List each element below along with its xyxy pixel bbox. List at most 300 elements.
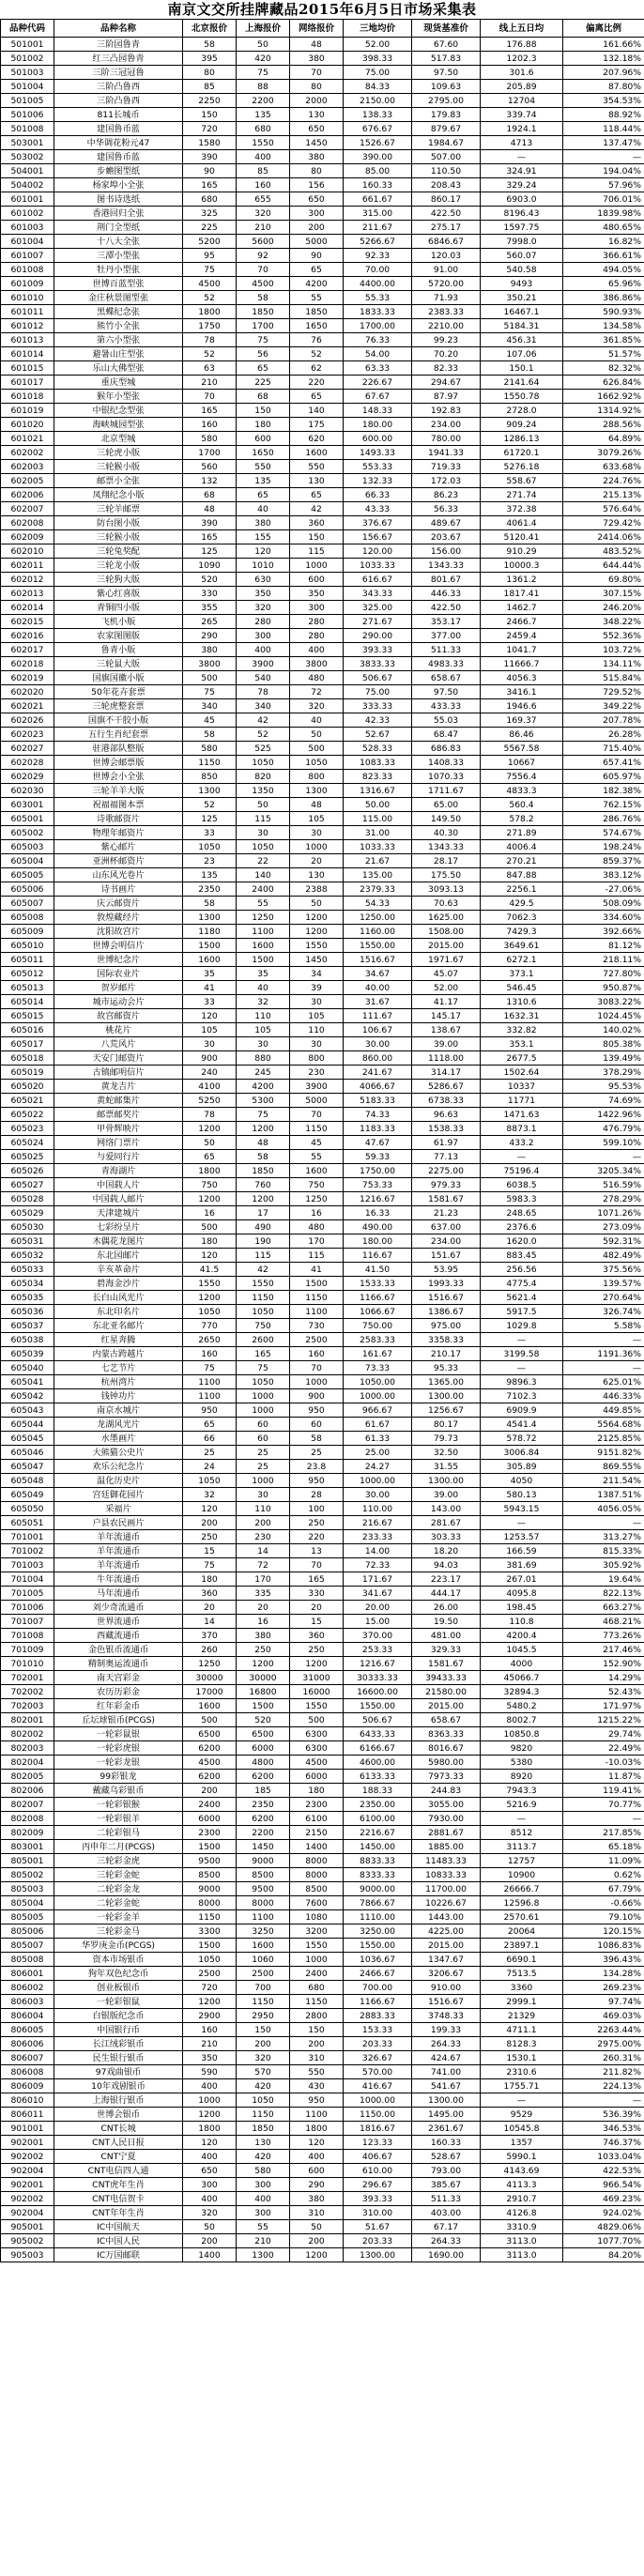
online-price: 730 <box>290 1319 344 1333</box>
beijing-price: 395 <box>183 52 237 66</box>
online-price: 380 <box>290 52 344 66</box>
beijing-price: 5200 <box>183 235 237 249</box>
item-name: 一轮彩银鼠 <box>54 1995 183 2009</box>
beijing-price: 80 <box>183 66 237 80</box>
five-day-avg: 21329 <box>481 2009 563 2023</box>
online-price: 115 <box>290 1249 344 1263</box>
deviation-ratio: 134.58% <box>563 319 644 333</box>
item-name: 北京型城 <box>54 432 183 446</box>
online-price: 300 <box>290 207 344 221</box>
deviation-ratio: 762.15% <box>563 798 644 812</box>
table-row <box>1 2234 644 2248</box>
shanghai-price: 65 <box>237 488 290 502</box>
item-code: 802001 <box>1 1713 54 1727</box>
avg-price: 61.67 <box>344 1418 412 1432</box>
table-row <box>1 1924 644 1939</box>
base-price: 71.93 <box>412 291 481 305</box>
online-price: 620 <box>290 432 344 446</box>
item-name: 国旗国徽小版 <box>54 671 183 685</box>
item-code: 601011 <box>1 305 54 319</box>
online-price: 380 <box>290 150 344 164</box>
avg-price: 47.67 <box>344 1136 412 1150</box>
beijing-price: 1200 <box>183 1995 237 2009</box>
five-day-avg: 4775.4 <box>481 1277 563 1291</box>
base-price: 541.67 <box>412 2079 481 2093</box>
base-price: 151.67 <box>412 1249 481 1263</box>
item-code: 701007 <box>1 1615 54 1629</box>
item-code: 601008 <box>1 263 54 277</box>
item-name: 重庆型城 <box>54 376 183 390</box>
shanghai-price: 60 <box>237 1432 290 1446</box>
shanghai-price: 6000 <box>237 1741 290 1756</box>
base-price: 1711.67 <box>412 784 481 798</box>
five-day-avg: 5184.31 <box>481 319 563 333</box>
shanghai-price: 5300 <box>237 1094 290 1108</box>
item-name: 三轮猴小版 <box>54 530 183 544</box>
table-row <box>1 812 644 826</box>
five-day-avg: 12757 <box>481 1854 563 1868</box>
beijing-price: 2250 <box>183 94 237 108</box>
online-price: 230 <box>290 1066 344 1080</box>
five-day-avg: 4006.4 <box>481 840 563 854</box>
online-price: 100 <box>290 1502 344 1516</box>
shanghai-price: 1000 <box>237 1403 290 1418</box>
online-price: 3200 <box>290 1924 344 1939</box>
online-price: 2500 <box>290 1333 344 1347</box>
item-name: 羊年流通币 <box>54 1530 183 1544</box>
online-price: 1450 <box>290 953 344 967</box>
avg-price: 54.00 <box>344 347 412 361</box>
avg-price: 21.67 <box>344 854 412 868</box>
base-price: 67.60 <box>412 38 481 52</box>
online-price: 1500 <box>290 1277 344 1291</box>
avg-price: 753.33 <box>344 1178 412 1192</box>
deviation-ratio: 366.61% <box>563 249 644 263</box>
table-row <box>1 1516 644 1530</box>
table-row <box>1 1347 644 1361</box>
base-price: 2275.00 <box>412 1164 481 1178</box>
beijing-price: 132 <box>183 474 237 488</box>
item-name: 三轮羊邮票 <box>54 502 183 516</box>
online-price: 72 <box>290 685 344 699</box>
base-price: 1300.00 <box>412 1389 481 1403</box>
base-price: 1408.33 <box>412 756 481 770</box>
item-name: 防台图小版 <box>54 516 183 530</box>
table-row <box>1 2206 644 2220</box>
deviation-ratio: 625.01% <box>563 1375 644 1389</box>
avg-price: 106.67 <box>344 1023 412 1037</box>
table-row <box>1 1234 644 1249</box>
shanghai-price: 2200 <box>237 1826 290 1840</box>
five-day-avg: 456.31 <box>481 333 563 347</box>
beijing-price: 41.5 <box>183 1263 237 1277</box>
item-code: 701005 <box>1 1587 54 1601</box>
deviation-ratio: 605.97% <box>563 770 644 784</box>
item-code: 602017 <box>1 643 54 657</box>
item-name: 三潭小型张 <box>54 249 183 263</box>
five-day-avg: 5917.5 <box>481 1305 563 1319</box>
online-price: 6000 <box>290 1770 344 1784</box>
item-code: 605027 <box>1 1178 54 1192</box>
deviation-ratio: 270.64% <box>563 1291 644 1305</box>
avg-price: 30333.33 <box>344 1671 412 1685</box>
table-row <box>1 1164 644 1178</box>
five-day-avg: 540.58 <box>481 263 563 277</box>
five-day-avg: 2376.6 <box>481 1220 563 1234</box>
deviation-ratio: — <box>563 1361 644 1375</box>
shanghai-price: 1150 <box>237 1995 290 2009</box>
base-price: 385.67 <box>412 2178 481 2192</box>
column-code-header: 品种代码 <box>1 20 54 38</box>
avg-price: 1533.33 <box>344 1277 412 1291</box>
five-day-avg: 5380 <box>481 1756 563 1770</box>
item-name: CNT电信四人通 <box>54 2164 183 2178</box>
online-price: 1250 <box>290 1192 344 1206</box>
item-code: 605001 <box>1 812 54 826</box>
table-row <box>1 488 644 502</box>
five-day-avg: 1755.71 <box>481 2079 563 2093</box>
table-row <box>1 840 644 854</box>
item-name: 三阶凸鲁西 <box>54 94 183 108</box>
item-code: 605014 <box>1 995 54 1009</box>
beijing-price: 240 <box>183 1066 237 1080</box>
item-code: 602016 <box>1 629 54 643</box>
item-name: 三轮彩金蛇 <box>54 1868 183 1882</box>
shanghai-price: 300 <box>237 629 290 643</box>
base-price: 1581.67 <box>412 1192 481 1206</box>
item-name: 黄龙吉片 <box>54 1080 183 1094</box>
shanghai-price: 1050 <box>237 1375 290 1389</box>
beijing-price: 355 <box>183 601 237 615</box>
beijing-price: 165 <box>183 404 237 418</box>
beijing-price: 680 <box>183 192 237 207</box>
beijing-price: 325 <box>183 207 237 221</box>
item-name: 中银纪念型张 <box>54 404 183 418</box>
item-name: 避暑山庄型张 <box>54 347 183 361</box>
deviation-ratio: 84.20% <box>563 2248 644 2262</box>
five-day-avg: 332.82 <box>481 1023 563 1037</box>
deviation-ratio: 574.67% <box>563 826 644 840</box>
shanghai-price: 1250 <box>237 911 290 925</box>
five-day-avg: 353.1 <box>481 1037 563 1051</box>
table-row <box>1 2192 644 2206</box>
base-price: 39.00 <box>412 1037 481 1051</box>
online-price: 6300 <box>290 1741 344 1756</box>
online-price: 220 <box>290 376 344 390</box>
shanghai-price: 1350 <box>237 784 290 798</box>
avg-price: 30.00 <box>344 1037 412 1051</box>
shanghai-price: 120 <box>237 544 290 559</box>
shanghai-price: 55 <box>237 897 290 911</box>
deviation-ratio: 590.93% <box>563 305 644 319</box>
five-day-avg: 2570.61 <box>481 1910 563 1924</box>
deviation-ratio: 773.26% <box>563 1629 644 1643</box>
base-price: 7930.00 <box>412 1812 481 1826</box>
beijing-price: 1200 <box>183 1122 237 1136</box>
five-day-avg: 3360 <box>481 1981 563 1995</box>
shanghai-price: 40 <box>237 981 290 995</box>
base-price: 281.67 <box>412 1516 481 1530</box>
beijing-price: 1400 <box>183 2248 237 2262</box>
item-name: 红星奔腾 <box>54 1333 183 1347</box>
deviation-ratio: 644.44% <box>563 559 644 573</box>
table-row <box>1 516 644 530</box>
base-price: 1347.67 <box>412 1953 481 1967</box>
online-price: 15 <box>290 1615 344 1629</box>
table-row <box>1 1037 644 1051</box>
five-day-avg: 7102.3 <box>481 1389 563 1403</box>
item-code: 602019 <box>1 671 54 685</box>
shanghai-price: 165 <box>237 1347 290 1361</box>
avg-price: 490.00 <box>344 1220 412 1234</box>
item-code: 605017 <box>1 1037 54 1051</box>
beijing-price: 78 <box>183 1108 237 1122</box>
item-code: 501006 <box>1 108 54 122</box>
item-code: 503002 <box>1 150 54 164</box>
column-name-header: 品种名称 <box>54 20 183 38</box>
item-name: 二轮彩金龙 <box>54 1882 183 1896</box>
online-price: 1300 <box>290 784 344 798</box>
beijing-price: 65 <box>183 1418 237 1432</box>
beijing-price: 1300 <box>183 784 237 798</box>
base-price: 1516.67 <box>412 1291 481 1305</box>
table-row <box>1 939 644 953</box>
item-name: 世博会小全张 <box>54 770 183 784</box>
base-price: 3748.33 <box>412 2009 481 2023</box>
five-day-avg: 61720.1 <box>481 446 563 460</box>
avg-price: 1300.00 <box>344 2248 412 2262</box>
base-price: 26.00 <box>412 1601 481 1615</box>
avg-price: 253.33 <box>344 1643 412 1657</box>
item-code: 902001 <box>1 2136 54 2150</box>
item-name: 海峡城园型张 <box>54 418 183 432</box>
online-price: 1000 <box>290 1953 344 1967</box>
online-price: 48 <box>290 798 344 812</box>
beijing-price: 1150 <box>183 1910 237 1924</box>
online-price: 360 <box>290 1629 344 1643</box>
beijing-price: 290 <box>183 629 237 643</box>
five-day-avg: 1361.2 <box>481 573 563 587</box>
beijing-price: 500 <box>183 671 237 685</box>
item-name: 故宫邮资片 <box>54 1009 183 1023</box>
base-price: 511.33 <box>412 643 481 657</box>
avg-price: 4066.67 <box>344 1080 412 1094</box>
base-price: 77.13 <box>412 1150 481 1164</box>
item-code: 905003 <box>1 2248 54 2262</box>
five-day-avg: 198.45 <box>481 1601 563 1615</box>
item-code: 806005 <box>1 2023 54 2037</box>
five-day-avg: 166.59 <box>481 1544 563 1558</box>
item-code: 602020 <box>1 685 54 699</box>
base-price: 67.17 <box>412 2220 481 2234</box>
five-day-avg: 4056.3 <box>481 671 563 685</box>
shanghai-price: 32 <box>237 995 290 1009</box>
item-code: 605020 <box>1 1080 54 1094</box>
avg-price: 570.00 <box>344 2065 412 2079</box>
deviation-ratio: 1086.83% <box>563 1939 644 1953</box>
shanghai-price: 42 <box>237 1263 290 1277</box>
beijing-price: 500 <box>183 1713 237 1727</box>
item-name: 乐山大佛型张 <box>54 361 183 376</box>
item-name: 华罗庚金币(PCGS) <box>54 1939 183 1953</box>
avg-price: 966.67 <box>344 1403 412 1418</box>
shanghai-price: 880 <box>237 1051 290 1066</box>
shanghai-price: 1850 <box>237 305 290 319</box>
base-price: 1993.33 <box>412 1277 481 1291</box>
deviation-ratio: 22.49% <box>563 1741 644 1756</box>
five-day-avg: 12596.8 <box>481 1896 563 1910</box>
beijing-price: 20 <box>183 1601 237 1615</box>
deviation-ratio: 194.04% <box>563 164 644 178</box>
table-row <box>1 1249 644 1263</box>
table-row <box>1 319 644 333</box>
shanghai-price: 2600 <box>237 1333 290 1347</box>
item-name: 七彩纷呈片 <box>54 1220 183 1234</box>
shanghai-price: 4800 <box>237 1756 290 1770</box>
five-day-avg: 4050 <box>481 1474 563 1488</box>
shanghai-price: 320 <box>237 2051 290 2065</box>
table-body <box>1 38 644 2262</box>
online-price: 250 <box>290 1643 344 1657</box>
shanghai-price: 150 <box>237 404 290 418</box>
online-price: 120 <box>290 2136 344 2150</box>
deviation-ratio: 1077.70% <box>563 2234 644 2248</box>
shanghai-price: 2500 <box>237 1967 290 1981</box>
five-day-avg: 150.1 <box>481 361 563 376</box>
item-name: 采福片 <box>54 1502 183 1516</box>
item-name: 一轮彩龙银 <box>54 1756 183 1770</box>
table-row <box>1 1333 644 1347</box>
five-day-avg: 5621.4 <box>481 1291 563 1305</box>
shanghai-price: 30 <box>237 826 290 840</box>
table-row <box>1 1601 644 1615</box>
beijing-price: 41 <box>183 981 237 995</box>
five-day-avg: 1041.7 <box>481 643 563 657</box>
item-code: 902004 <box>1 2206 54 2220</box>
item-code: 806003 <box>1 1995 54 2009</box>
deviation-ratio: 354.53% <box>563 94 644 108</box>
table-row <box>1 1023 644 1037</box>
avg-price: 700.00 <box>344 1981 412 1995</box>
table-row <box>1 2108 644 2122</box>
deviation-ratio: — <box>563 150 644 164</box>
item-code: 902004 <box>1 2164 54 2178</box>
base-price: 1300.00 <box>412 1474 481 1488</box>
avg-price: 393.33 <box>344 643 412 657</box>
item-name: 一轮彩银猴 <box>54 1798 183 1812</box>
base-price: 1070.33 <box>412 770 481 784</box>
five-day-avg: 10000.3 <box>481 559 563 573</box>
avg-price: 2350.00 <box>344 1798 412 1812</box>
deviation-ratio: 805.38% <box>563 1037 644 1051</box>
item-name: 山东风光卷片 <box>54 868 183 882</box>
beijing-price: 50 <box>183 1136 237 1150</box>
table-row <box>1 1460 644 1474</box>
deviation-ratio: 97.74% <box>563 1995 644 2009</box>
online-price: 1600 <box>290 1164 344 1178</box>
five-day-avg: 2310.6 <box>481 2065 563 2079</box>
item-code: 605049 <box>1 1488 54 1502</box>
five-day-avg: 5216.9 <box>481 1798 563 1812</box>
shanghai-price: 1200 <box>237 1657 290 1671</box>
deviation-ratio: 2975.00% <box>563 2037 644 2051</box>
beijing-price: 35 <box>183 967 237 981</box>
avg-price: 138.33 <box>344 108 412 122</box>
five-day-avg: 1946.6 <box>481 699 563 713</box>
avg-price: 1036.67 <box>344 1953 412 1967</box>
avg-price: 600.00 <box>344 432 412 446</box>
item-code: 605048 <box>1 1474 54 1488</box>
item-name: 10年戏剧银币 <box>54 2079 183 2093</box>
base-price: 1343.33 <box>412 559 481 573</box>
base-price: 32.50 <box>412 1446 481 1460</box>
deviation-ratio: 494.05% <box>563 263 644 277</box>
avg-price: 333.33 <box>344 699 412 713</box>
shanghai-price: 630 <box>237 573 290 587</box>
deviation-ratio: 305.92% <box>563 1558 644 1572</box>
online-price: 350 <box>290 587 344 601</box>
deviation-ratio: 1033.04% <box>563 2150 644 2164</box>
avg-price: 34.67 <box>344 967 412 981</box>
table-row <box>1 699 644 713</box>
five-day-avg: 560.4 <box>481 798 563 812</box>
item-name: 精制奥运流通币 <box>54 1657 183 1671</box>
shanghai-price: 1050 <box>237 756 290 770</box>
shanghai-price: 525 <box>237 742 290 756</box>
table-row <box>1 1812 644 1826</box>
deviation-ratio: 139.49% <box>563 1051 644 1066</box>
base-price: 1386.67 <box>412 1305 481 1319</box>
avg-price: 92.33 <box>344 249 412 263</box>
online-price: 1100 <box>290 1305 344 1319</box>
beijing-price: 225 <box>183 221 237 235</box>
beijing-price: 105 <box>183 1023 237 1037</box>
online-price: 600 <box>290 2164 344 2178</box>
shanghai-price: 1000 <box>237 1474 290 1488</box>
item-code: 602003 <box>1 460 54 474</box>
item-name: 三阶凸鲁西 <box>54 80 183 94</box>
column-base-price-header: 现货基准价 <box>412 20 481 38</box>
base-price: 658.67 <box>412 671 481 685</box>
deviation-ratio: 396.43% <box>563 1953 644 1967</box>
column-avg-price-header: 三地均价 <box>344 20 412 38</box>
online-price: 13 <box>290 1544 344 1558</box>
online-price: 150 <box>290 2023 344 2037</box>
table-row <box>1 1868 644 1882</box>
item-code: 605030 <box>1 1220 54 1234</box>
five-day-avg: — <box>481 1516 563 1530</box>
online-price: 130 <box>290 108 344 122</box>
deviation-ratio: 468.21% <box>563 1615 644 1629</box>
deviation-ratio: 515.84% <box>563 671 644 685</box>
item-code: 605005 <box>1 868 54 882</box>
shanghai-price: 1150 <box>237 1291 290 1305</box>
shanghai-price: 760 <box>237 1178 290 1192</box>
beijing-price: 45 <box>183 713 237 728</box>
beijing-price: 6000 <box>183 1812 237 1826</box>
item-code: 602011 <box>1 559 54 573</box>
online-price: 1450 <box>290 136 344 150</box>
base-price: 2210.00 <box>412 319 481 333</box>
base-price: 1885.00 <box>412 1840 481 1854</box>
table-row <box>1 2065 644 2079</box>
avg-price: 1000.00 <box>344 1474 412 1488</box>
five-day-avg: 5983.3 <box>481 1192 563 1206</box>
item-code: 605036 <box>1 1305 54 1319</box>
deviation-ratio: 392.66% <box>563 925 644 939</box>
avg-price: 860.00 <box>344 1051 412 1066</box>
item-code: 605002 <box>1 826 54 840</box>
